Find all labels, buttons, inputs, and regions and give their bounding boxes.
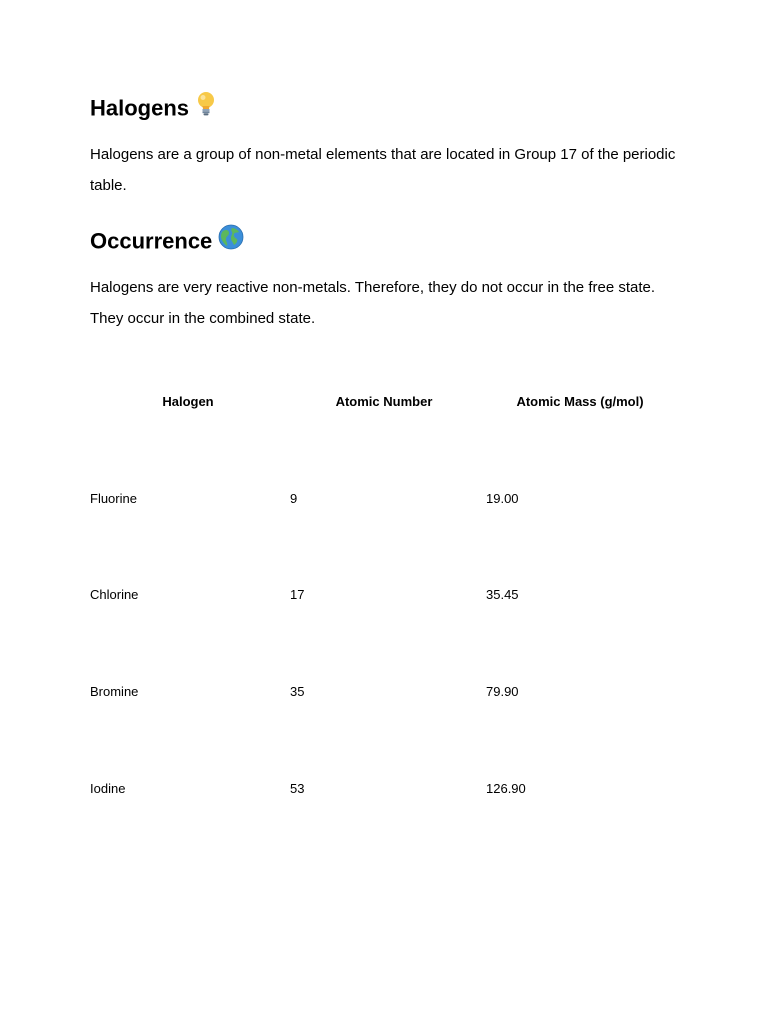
cell-halogen: Bromine (90, 684, 139, 699)
heading-halogens-text: Halogens (90, 95, 190, 121)
table-row (90, 450, 678, 546)
cell-atomic-number: 9 (290, 490, 298, 506)
cell-halogen: Chlorine (90, 587, 139, 602)
cell-atomic-mass: 126.90 (486, 781, 526, 796)
halogen-table (90, 353, 678, 837)
cell-atomic-number: 17 (290, 587, 305, 602)
header-atomic-number: Atomic Number (335, 394, 433, 409)
heading-halogens (90, 93, 217, 126)
cell-halogen: Fluorine (90, 490, 137, 506)
heading-occurrence (90, 226, 244, 259)
cell-atomic-mass: 35.45 (486, 587, 519, 602)
header-atomic-mass: Atomic Mass (g/mol) (516, 394, 644, 409)
table-row (90, 546, 678, 643)
cell-atomic-number: 53 (290, 781, 305, 796)
intro-paragraph: Halogens are a group of non-metal elements that are located in Group 17 of the periodic table. (90, 146, 676, 194)
cell-atomic-number: 35 (290, 684, 305, 699)
table-row (90, 740, 678, 837)
lightbulb-icon (195, 91, 217, 124)
cell-atomic-mass: 19.00 (486, 490, 519, 506)
table-row (90, 643, 678, 740)
occurrence-paragraph: Halogens are very reactive non-metals. Therefore, they do not occur in the free state. They occur in the combined state. (90, 279, 656, 327)
heading-occurrence-text: Occurrence (90, 228, 213, 254)
header-halogen: Halogen (162, 394, 214, 409)
cell-halogen: Iodine (90, 781, 126, 796)
cell-atomic-mass: 79.90 (486, 684, 519, 699)
globe-icon (218, 224, 244, 257)
table-header-row (90, 353, 678, 450)
